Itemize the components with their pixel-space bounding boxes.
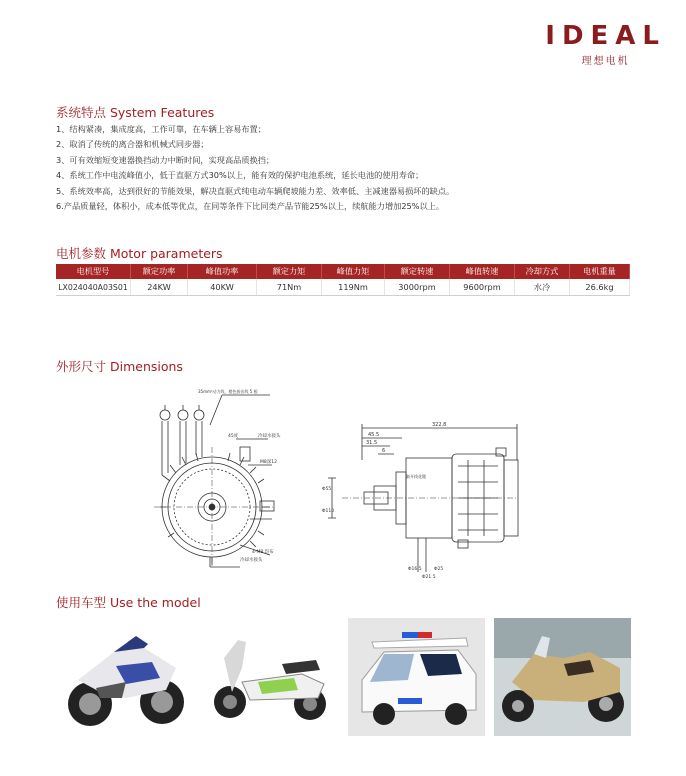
params-cell: 119Nm [322,279,385,296]
dimensions-title: 外形尺寸 Dimensions [56,359,183,374]
diameter-label: Φ55 [322,487,332,492]
diameter-label: Φ16.5 [408,567,422,572]
diameter-label: Φ110 [322,509,335,514]
dimension-label: 45.5 [368,432,380,438]
params-cell: 26.6kg [570,279,630,296]
params-header-row [56,264,630,279]
params-cell: 9600rpm [450,279,515,296]
params-header: 峰值力矩 [322,264,385,279]
electric-scooter-image [202,618,339,736]
params-header: 电机型号 [56,264,131,279]
drawing-note: M8深12 [260,460,277,465]
spline-note: 渐开线花键 [406,474,426,479]
drawing-note: 冷却水接头 [240,558,263,563]
params-row [56,279,630,296]
params-cell: 3000rpm [385,279,450,296]
params-header: 电机重量 [570,264,630,279]
drawing-note: 冷却水接头 [258,434,281,439]
feature-item: 6.产品质量轻，体积小，成本低等优点，在同等条件下比同类产品节能25%以上，续航能力增加25%以上。 [56,201,445,212]
side-view-drawing [322,420,532,580]
dimension-label: 6 [382,448,386,454]
touring-trike-image [494,618,631,736]
params-title: 电机参数 Motor parameters [56,246,223,261]
police-golf-cart-image [348,618,485,736]
model-gallery [56,618,631,736]
feature-item: 5、系统效率高，达到很好的节能效果，解决直驱式纯电动车辆爬坡能力差、效率低、主减速器易损坏的缺点。 [56,185,455,196]
dimension-label: 31.5 [366,440,378,446]
params-cell: LX024040A03S01 [56,279,131,296]
drawing-note: 45度 [228,434,239,439]
params-header: 额定功率 [131,264,188,279]
front-view-drawing [140,385,300,575]
params-cell: 水冷 [515,279,570,296]
models-title: 使用车型 Use the model [56,595,201,610]
brand-logo [545,22,666,67]
dimension-length: 322.8 [432,422,447,428]
feature-item: 1、结构紧凑，集成度高，工作可靠，在车辆上容易布置； [56,124,266,134]
params-cell: 40KW [188,279,257,296]
params-header: 峰值功率 [188,264,257,279]
params-table [56,264,630,296]
sport-motorcycle-image [56,618,193,736]
diameter-label: Φ21.5 [422,575,436,580]
diameter-label: Φ25 [434,567,444,572]
logo-subtitle: 理想电机 [581,56,630,67]
params-header: 峰值转速 [450,264,515,279]
params-header: 额定转速 [385,264,450,279]
feature-item: 4、系统工作中电流峰值小，低于直驱方式30%以上，能有效的保护电池系统，延长电池的使用寿命； [56,170,424,181]
params-header: 额定力矩 [257,264,322,279]
features-title: 系统特点 System Features [56,105,215,120]
logo-wordmark: IDEAL [545,21,666,51]
params-cell: 24KW [131,279,188,296]
drawing-note: 4-M8 均布 [252,550,274,555]
feature-item: 3、可有效缩短变速器换挡动力中断时间，实现高品质换挡； [56,154,275,165]
feature-item: 2、取消了传统的离合器和机械式同步器； [56,139,209,150]
features-list [56,122,454,214]
drawing-note: 35mm²动力线，橙色接出线 5 根 [198,389,258,394]
params-header: 冷却方式 [515,264,570,279]
params-cell: 71Nm [257,279,322,296]
